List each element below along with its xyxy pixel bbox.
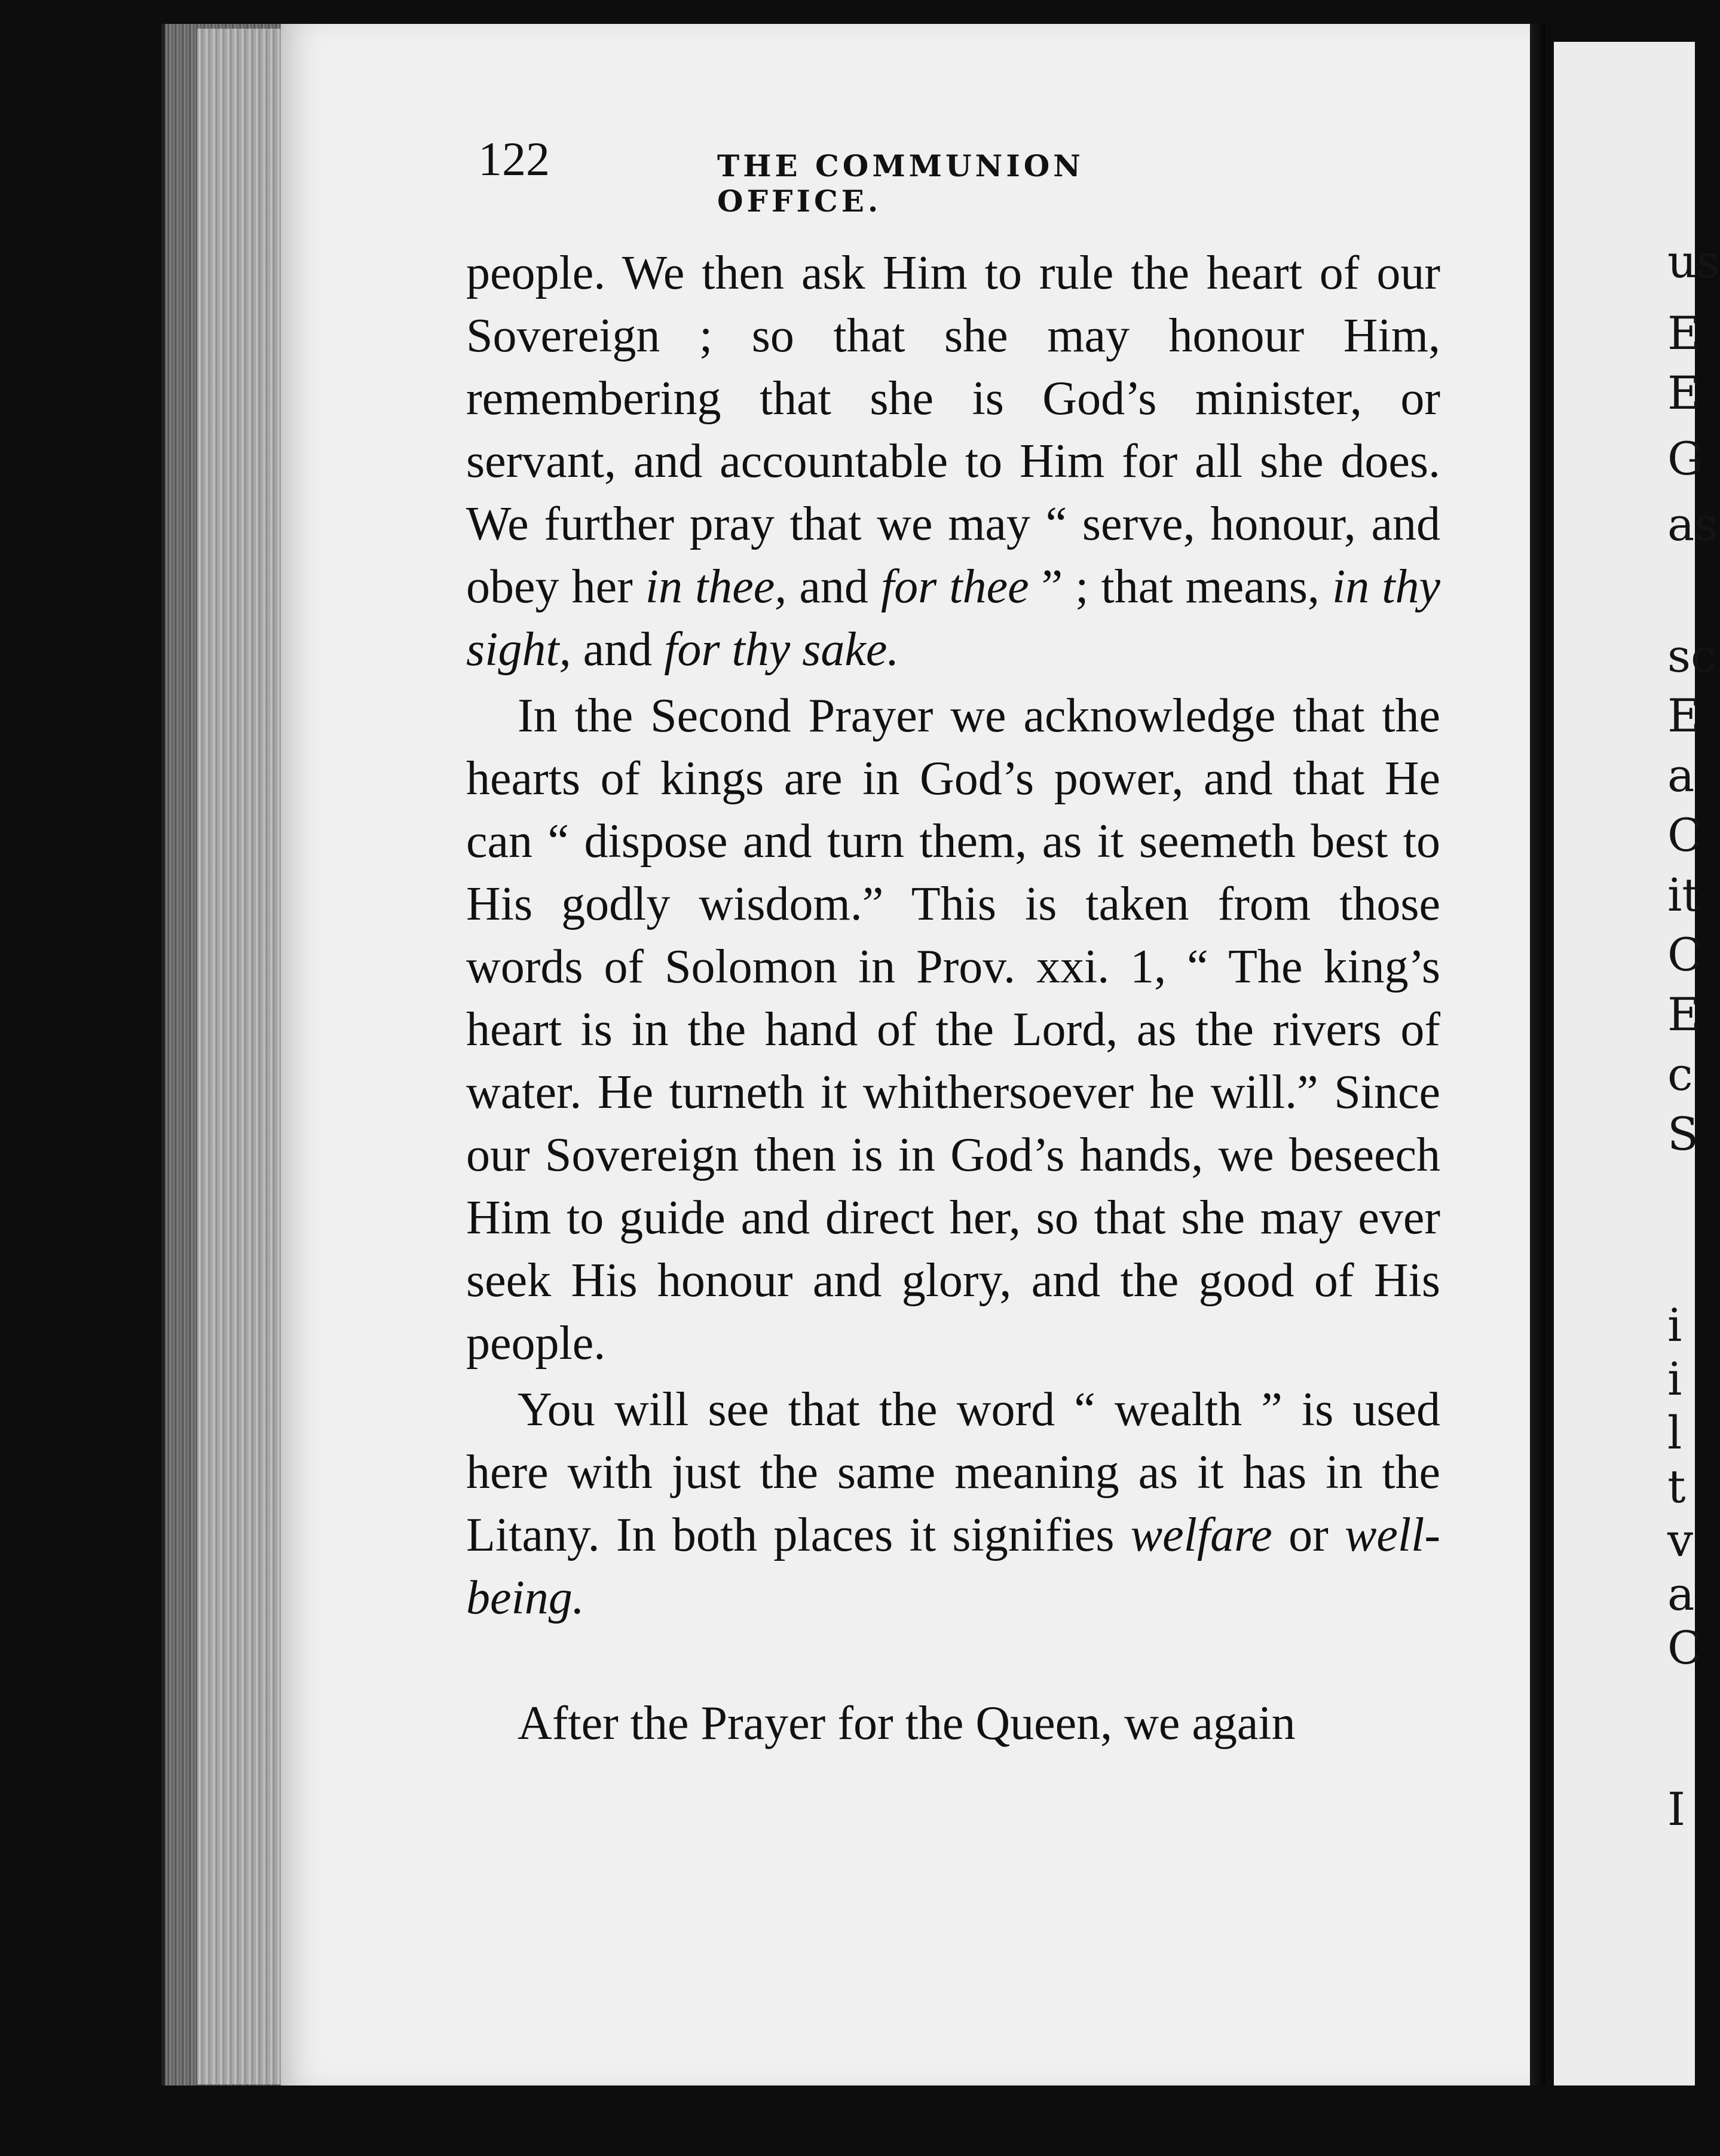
facing-page-fragment: I (1667, 1783, 1686, 1836)
facing-page-fragment: a (1667, 1567, 1695, 1621)
italic-text: well-being. (466, 1509, 1441, 1624)
paragraph-3 (466, 1379, 1440, 1630)
facing-page-fragment: G (1667, 432, 1704, 485)
book-gutter (1530, 24, 1545, 2085)
italic-text: in thee, (645, 561, 787, 613)
text-run: and (786, 561, 881, 613)
facing-page-fragment: t (1667, 1460, 1686, 1513)
running-head (478, 133, 1249, 219)
paragraph-4 (466, 1692, 1440, 1755)
facing-page-fragment: sc (1667, 629, 1716, 682)
facing-page-fragment: E (1667, 307, 1701, 360)
facing-page-fragment: E (1667, 988, 1701, 1041)
text-run: In the Second Prayer we acknowledge that the hearts of kings are in God’s power, and that He can “ dispose and turn them, as it seemeth best to His godly wisdom.” This is taken from those words of Solomon in Prov. xxi. 1, “ The king’s heart is in the hand of the Lord, as the rivers of water. He turneth it whithersoever he will.” Since our Sovereign then is in God’s hands, we beseech Him to guide and direct her, so that she may ever seek His honour and glory, and the good of His people. (466, 690, 1440, 1370)
paragraph-2 (466, 685, 1440, 1375)
facing-page-fragment: a (1667, 749, 1695, 802)
text-run: You will see that the word “ wealth ” is used here with just the same meaning as it has in the Litany. In both places it signifies (466, 1383, 1440, 1561)
text-run: or (1272, 1509, 1345, 1561)
facing-page-fragment: C (1667, 928, 1703, 981)
text-run: people. We then ask Him to rule the heart of our Sovereign ; so that she may honour Him, remembering that she is God’s minister, or servant, and accountable to Him for all she does. We further pray that we may “ serve, honour, and obey her (466, 247, 1440, 613)
page-number: 122 (478, 133, 550, 186)
text-run: ” ; that means, (1029, 561, 1332, 613)
facing-page-fragment: l (1667, 1406, 1682, 1459)
facing-page-fragment: us (1667, 235, 1720, 288)
facing-page-fragment: it (1667, 868, 1700, 921)
page-heading: THE COMMUNION OFFICE. (717, 148, 1084, 219)
text-run: and (571, 623, 665, 676)
facing-page-fragment: as (1667, 498, 1718, 551)
text-run: After the Prayer for the Queen, we again (518, 1697, 1296, 1750)
italic-text: welfare (1130, 1509, 1272, 1561)
facing-page-fragment: i (1667, 1298, 1682, 1352)
facing-page-fragment: v (1667, 1514, 1693, 1567)
facing-page-fragment: c (1667, 1048, 1693, 1101)
paragraph-1 (466, 242, 1440, 681)
facing-page-fragment: C (1667, 808, 1703, 862)
facing-page-fragment: S (1667, 1107, 1699, 1160)
facing-page (1554, 42, 1720, 2085)
italic-text: for thy sake. (664, 623, 899, 676)
facing-page-fragment: i (1667, 1352, 1682, 1405)
facing-page-fragment: E (1667, 366, 1701, 419)
facing-page-fragment: C (1667, 1621, 1703, 1674)
italic-text: in thy sight, (466, 561, 1441, 676)
body-text (466, 242, 1440, 1755)
facing-page-fragment: E (1667, 689, 1701, 742)
italic-text: for thee (880, 561, 1029, 613)
